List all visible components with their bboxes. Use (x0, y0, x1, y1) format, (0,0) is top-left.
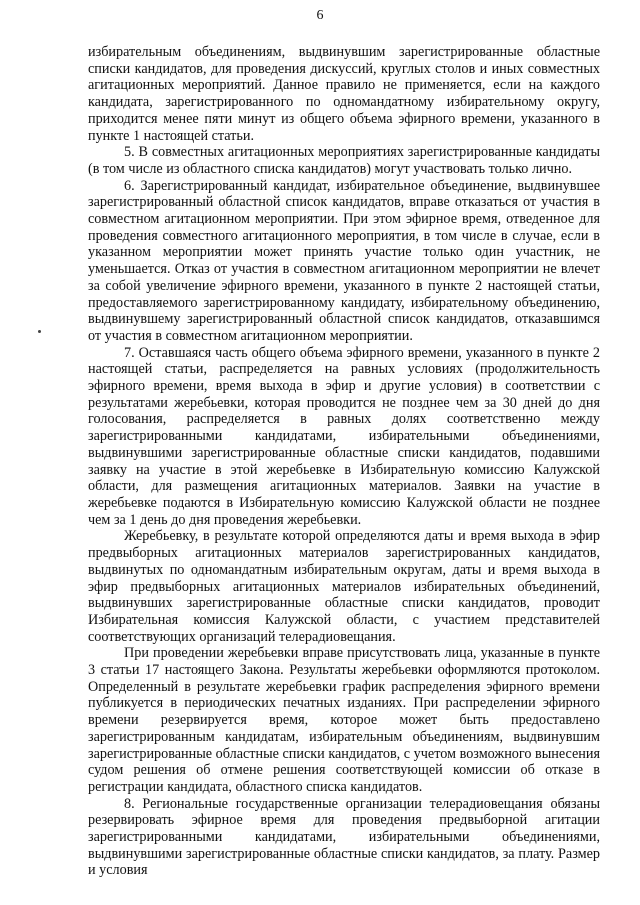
page-number: 6 (316, 8, 324, 23)
paragraph-continuation: избирательным объединениям, выдвинувшим зарегистрированные областные списки кандидатов, для проведения дискуссий, круглых столов и иных совместных агитационных мероприятий. Данное правило не применяется, если на каждого кандидата, зарегистрированного по одномандатному избирательному округу, приходится менее пяти минут из общего объема эфирного времени, указанного в пункте 1 настоящей статьи. (88, 44, 600, 144)
paragraph-item-6: 6. Зарегистрированный кандидат, избирательное объединение, выдвинувшее зарегистрированный областной список кандидатов, вправе отказаться от участия в совместном агитационном мероприятии. При этом эфирное время, отведенное для проведения совместного агитационного мероприятия, в том числе в случае, если в указанном мероприятии может принять участие только один участник, не уменьшается. Отказ от участия в совместном агитационном мероприятии не влечет за собой увеличение эфирного времени, указанного в пункте 2 настоящей статьи, предоставляемого зарегистрированному кандидату, избирательному объединению, выдвинувшему зарегистрированный областной список кандидатов, отказавшимся от участия в совместном агитационном мероприятии. (88, 177, 600, 344)
margin-dot (38, 330, 41, 333)
paragraph-lottery: Жеребьевку, в результате которой определяются даты и время выхода в эфир предвыборных агитационных материалов зарегистрированных кандидатов, выдвинутых по одномандатным избирательным округам, даты и время выхода в эфир предвыборных агитационных материалов избирательных объединений, выдвинувших зарегистрированные областные списки кандидатов, проводит Избирательная комиссия Калужской области, с участием представителей соответствующих организаций телерадиовещания. (88, 528, 600, 645)
paragraph-item-5: 5. В совместных агитационных мероприятиях зарегистрированные кандидаты (в том числе из областного списка кандидатов) могут участвовать только лично. (88, 144, 600, 177)
paragraph-item-7: 7. Оставшаяся часть общего объема эфирного времени, указанного в пункте 2 настоящей статьи, распределяется на равных условиях (продолжительность эфирного времени, время выхода в эфир и другие условия) в соответствии с результатами жеребьевки, которая проводится не позднее чем за 30 дней до дня голосования, распределяется в равных долях соответственно между зарегистрированными кандидатами, избирательными объединениями, выдвинувшими зарегистрированные областные списки кандидатов, подавшими заявку на участие в этой жеребьевке в Избирательную комиссию Калужской области, для размещения агитационных материалов. Заявки на участие в жеребьевке подаются в Избирательную комиссию Калужской области не позднее чем за 1 день до дня проведения жеребьевки. (88, 344, 600, 528)
paragraph-item-8: 8. Региональные государственные организации телерадиовещания обязаны резервировать эфирное время для проведения предвыборной агитации зарегистрированными кандидатами, избирательными объединениями, выдвинувшими зарегистрированные областные списки кандидатов, за плату. Размер и условия (88, 795, 600, 879)
paragraph-lottery-attendance: При проведении жеребьевки вправе присутствовать лица, указанные в пункте 3 статьи 17 настоящего Закона. Результаты жеребьевки оформляются протоколом. Определенный в результате жеребьевки график распределения эфирного времени публикуется в периодических печатных изданиях. При распределении эфирного времени резервируется время, которое может быть предоставлено зарегистрированным кандидатам, избирательным объединениям, выдвинувшим зарегистрированные областные списки кандидатов, с учетом возможного вынесения судом решения об отмене решения соответствующей комиссии об отказе в регистрации кандидата, областного списка кандидатов. (88, 645, 600, 795)
document-body (88, 44, 600, 879)
